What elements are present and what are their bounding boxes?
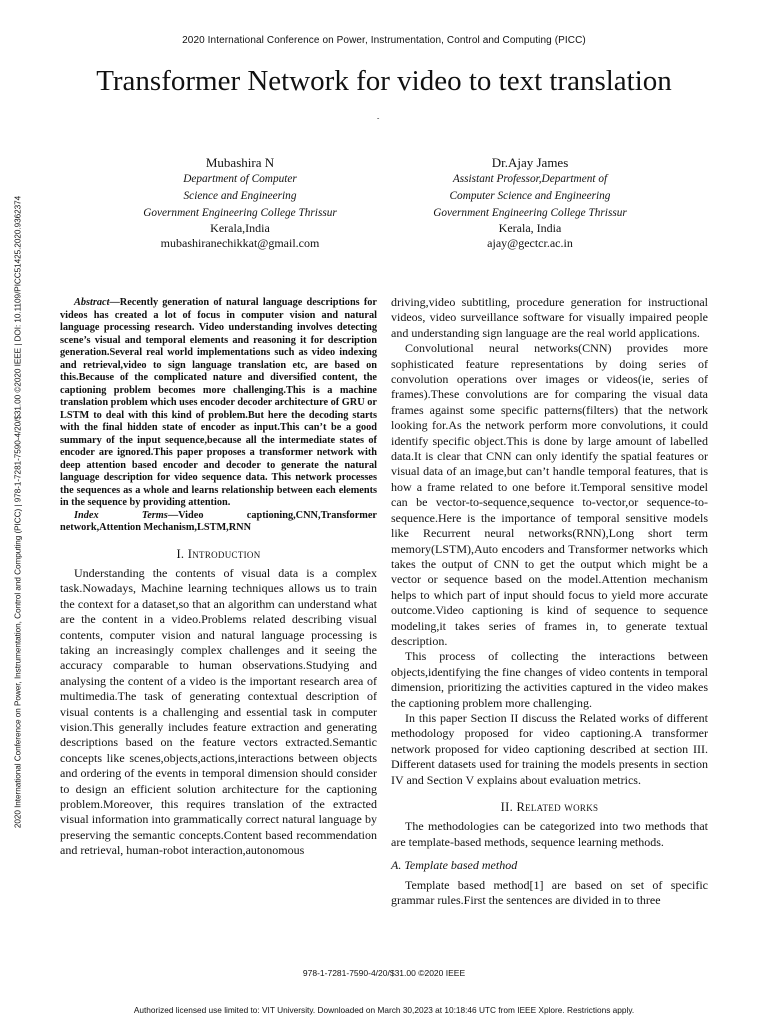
author-affiliation-line: Government Engineering College Thrissur bbox=[433, 206, 627, 219]
right-column bbox=[391, 295, 708, 908]
author-block-2 bbox=[400, 154, 660, 251]
body-paragraph: In this paper Section II discuss the Related works of different methodology proposed for video captioning.A transformer network proposed for video captioning described at section III. Different datasets used for training the models presents in section IV and Section V explains about evaluation metrics. bbox=[391, 710, 708, 787]
body-paragraph-continued: driving,video subtitling, procedure generation for instructional videos, video surveillance software for visually impaired people and understanding sign language are the real world applications. bbox=[391, 295, 708, 340]
index-terms-label: Index Terms bbox=[74, 509, 168, 521]
paper-title: Transformer Network for video to text translation bbox=[96, 65, 672, 97]
body-paragraph: Template based method[1] are based on set of specific grammar rules.First the sentences are divided in to three bbox=[391, 877, 708, 908]
footer-license: Authorized licensed use limited to: VIT University. Downloaded on March 30,2023 at 10:18:46 UTC from IEEE Xplore. Restrictions apply. bbox=[133, 1005, 635, 1015]
body-paragraph: The methodologies can be categorized into two methods that are template-based methods, sequence learning methods. bbox=[391, 819, 708, 849]
abstract-label: Abstract bbox=[74, 297, 110, 308]
section-heading-related-works: II. Related works bbox=[500, 800, 599, 814]
body-paragraph: This process of collecting the interactions between objects,identifying the fine changes of video contents in temporal dimension, prioritizing the activities captured in the video makes the captioning problem more challenging. bbox=[391, 649, 708, 710]
index-terms-text: —Video captioning,CNN,Transformer network,Attention Mechanism,LSTM,RNN bbox=[60, 509, 377, 533]
author-affiliation-line: Computer Science and Engineering bbox=[449, 189, 611, 202]
footer-copyright: 978-1-7281-7590-4/20/$31.00 ©2020 IEEE bbox=[302, 968, 466, 978]
index-terms bbox=[60, 510, 377, 535]
author-name: Mubashira N bbox=[205, 155, 275, 170]
author-email: mubashiranechikkat@gmail.com bbox=[160, 236, 320, 251]
body-paragraph: Understanding the contents of visual data is a complex task.Nowadays, Machine learning techniques allows us to train the context for a dataset,so that an algorithm can understand what are the content in a video.Problems related describing visual contents, computer vision and natural language processing is taking an increasingly complex challenges and it seeing the accuracy comparable to human observations.Studying and analysing the content of a video is the important research area of multimedia.The task of generating contextual description of visual contents is a challenging and essential task in computer vision.This generally includes feature extraction and generating descriptions based on the feature vectors extracted.Semantic concepts like scenes,objects,actions,interactions between objects and ordering of the events in temporal dimension should consider to design an efficient solution architecture for the captioning problem.Moreover, this requires translation of the extracted visual information into grammatically correct natural language by preserving the semantic concepts.Content based recommendation and retrieval, human-robot interaction,autonomous bbox=[60, 565, 377, 858]
side-doi-text: 2020 International Conference on Power, Instrumentation, Control and Computing (PICC) | 978-1-7281-7590-4/20/$31.00 ©2020 IEEE | DOI: 10.1109/PICC51425.2020.9362374 bbox=[13, 195, 23, 829]
conference-header: 2020 International Conference on Power, Instrumentation, Control and Computing (PICC) bbox=[182, 35, 586, 46]
author-affiliation-line: Government Engineering College Thrissur bbox=[143, 206, 337, 219]
abstract-text: —Recently generation of natural language descriptions for videos has created a lot of focus in computer vision and natural language processing research. Video understanding involves detecting scene’s visual and temporal elements and reasoning it for description generation.Several real world implementations such as video indexing and retrieval,video to sign language translation etc, are based on this.Because of the complicated nature and diversified content, the captioning problem becomes more challenging.This is a machine translation problem which uses encoder decoder architecture of GRU or LSTM to deal with this kind of problem.But here the decoding starts with the final hidden state of encoder as input.This can’t be a good summary of the input sequence,because all the intermediate states of encoder are ignored.This paper proposes a transformer network with deep attention based encoder and decoder to generate the natural language description for video sequence data. This network processes the sequences as a whole and learns relationship between each elements in the sequence by providing attention. bbox=[60, 297, 377, 508]
left-column bbox=[60, 297, 377, 859]
title-mark: - bbox=[377, 114, 380, 122]
author-name: Dr.Ajay James bbox=[491, 155, 569, 170]
section-heading-introduction: I. Introduction bbox=[176, 546, 261, 561]
side-doi-strip bbox=[3, 140, 33, 885]
author-affiliation-line: Department of Computer bbox=[183, 173, 297, 185]
abstract bbox=[60, 297, 377, 510]
subsection-heading-template: A. Template based method bbox=[391, 858, 518, 873]
body-paragraph: Convolutional neural networks(CNN) provides more sophisticated feature representations by doing series of convolution operations over images or videos(ie, series of frames).These convolutions are for comparing the visual data frames against some specific patterns(filters) that the network looking for.As the network perform more convolutions, it could identify specific object.This is done by large amount of labelled data.It is clear that CNN can only identify the spatial features or visual data of an image,but can’t handle temporal features, that is how a frame related to one before it.Temporal sensitive model can be vector-to-sequence,sequence to-vector,or sequence-to-sequence.Here is the importance of temporal sensitive models like Recurrent neural networks(RNN),Long short term memory(LSTM),Auto encoders and Transformer networks which takes the output of CNN to get the output which might be a vector or sequence based on the model.Attention mechanism helps to which part of input should focus to yield more accurate outcome.Video captioning is kind of sequence to sequence modeling,it takes series of frames in, to generate textual description. bbox=[391, 341, 708, 648]
author-affiliation-line: Science and Engineering bbox=[183, 189, 297, 202]
author-email: ajay@gectcr.ac.in bbox=[487, 236, 573, 251]
author-location: Kerala, India bbox=[498, 221, 562, 236]
author-block-1 bbox=[110, 154, 370, 251]
author-location: Kerala,India bbox=[210, 221, 270, 236]
author-affiliation-line: Assistant Professor,Department of bbox=[452, 173, 608, 185]
